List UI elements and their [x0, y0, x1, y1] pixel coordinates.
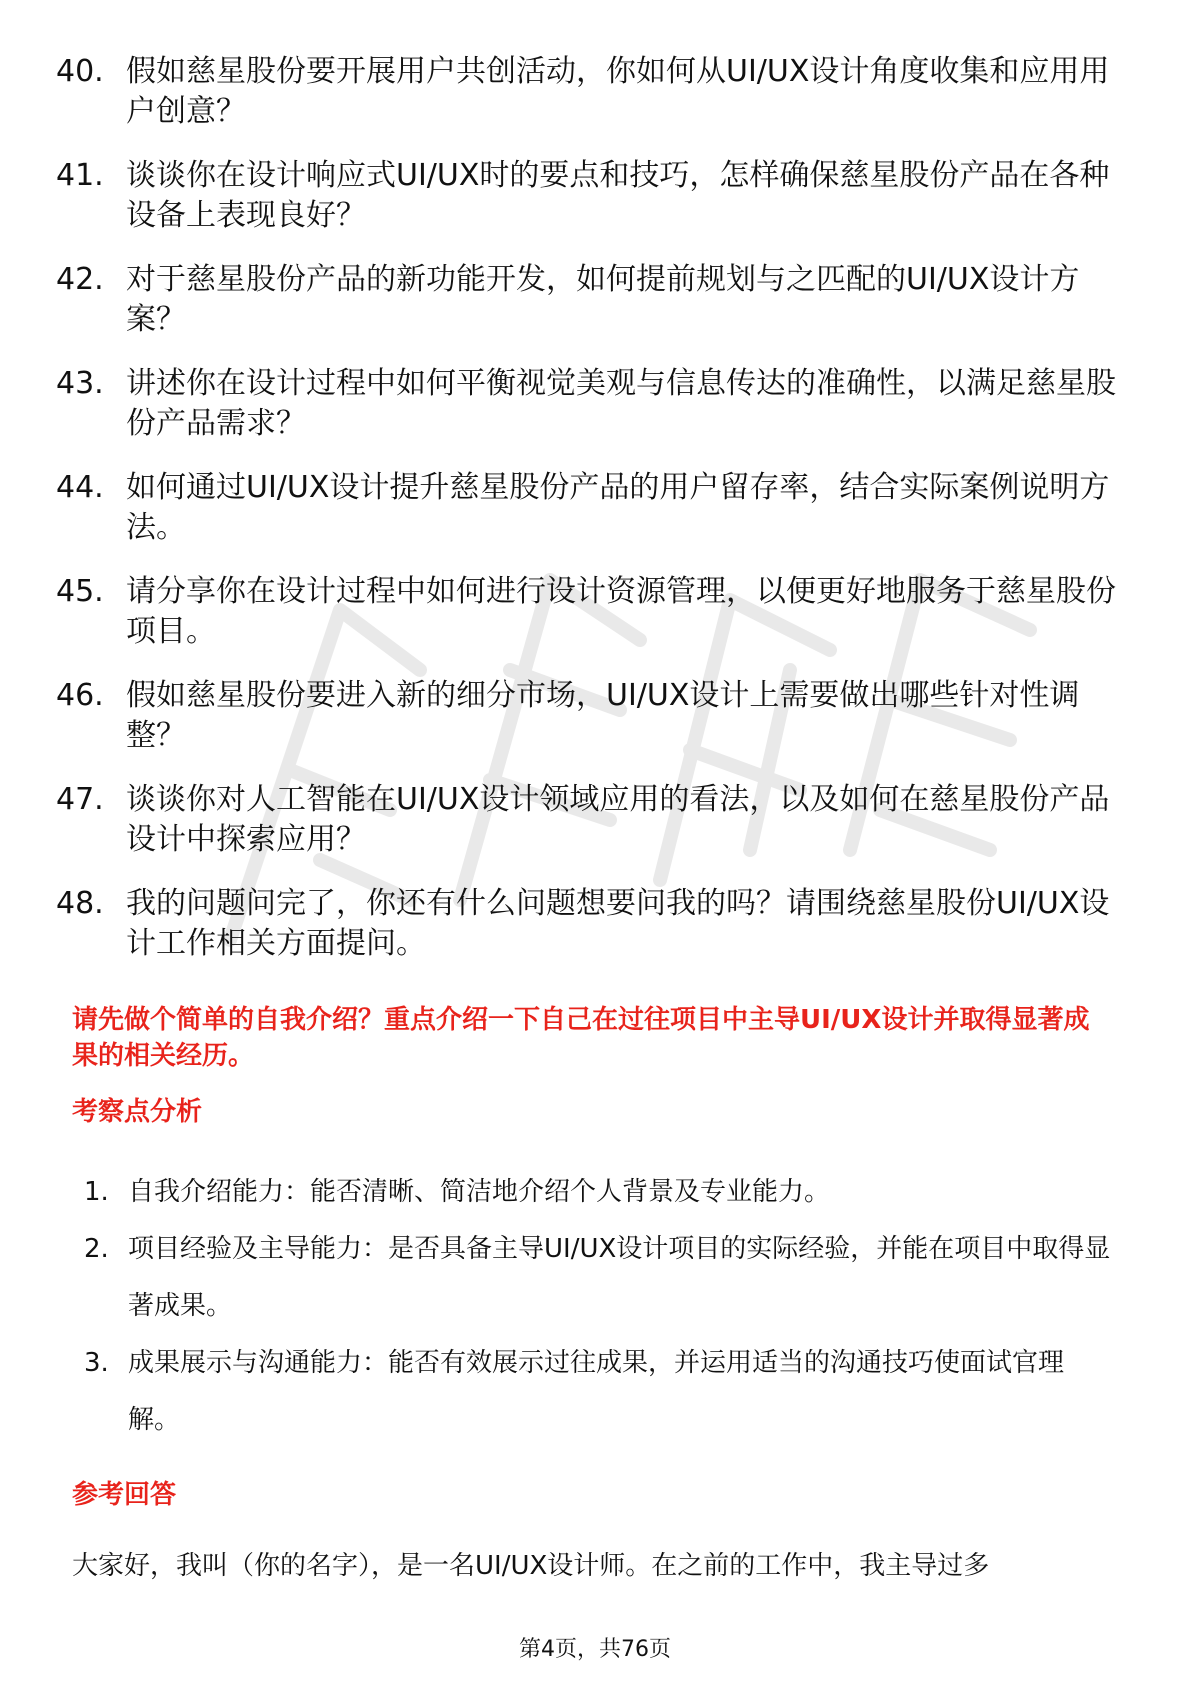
question-item	[56, 156, 1116, 236]
analysis-list	[84, 1164, 1114, 1449]
analysis-number: 2.	[84, 1234, 109, 1264]
answer-title: 参考回答	[72, 1480, 177, 1510]
question-item	[56, 364, 1116, 444]
question-number: 47.	[56, 782, 104, 817]
question-text: 谈谈你对人工智能在UI/UX设计领域应用的看法，以及如何在慈星股份产品设计中探索应用？	[126, 782, 1110, 857]
question-item	[56, 260, 1116, 340]
question-number: 43.	[56, 366, 104, 401]
analysis-text: 成果展示与沟通能力：能否有效展示过往成果，并运用适当的沟通技巧使面试官理解。	[128, 1348, 1065, 1435]
question-text: 谈谈你在设计响应式UI/UX时的要点和技巧，怎样确保慈星股份产品在各种设备上表现良好？	[126, 158, 1110, 233]
analysis-text: 项目经验及主导能力：是否具备主导UI/UX设计项目的实际经验，并能在项目中取得显著成果。	[128, 1234, 1111, 1321]
question-item	[56, 52, 1116, 132]
page-footer: 第4页，共76页	[519, 1637, 671, 1662]
question-list	[56, 52, 1116, 988]
question-item	[56, 676, 1116, 756]
answer-text: 大家好，我叫（你的名字），是一名UI/UX设计师。在之前的工作中，我主导过多	[72, 1551, 990, 1581]
question-number: 48.	[56, 886, 104, 921]
analysis-number: 1.	[84, 1177, 109, 1207]
question-number: 46.	[56, 678, 104, 713]
analysis-item	[84, 1335, 1114, 1449]
analysis-title: 考察点分析	[72, 1097, 203, 1127]
question-text: 如何通过UI/UX设计提升慈星股份产品的用户留存率，结合实际案例说明方法。	[126, 470, 1110, 545]
analysis-item	[84, 1221, 1114, 1335]
question-number: 40.	[56, 54, 104, 89]
question-item	[56, 572, 1116, 652]
question-text: 请分享你在设计过程中如何进行设计资源管理，以便更好地服务于慈星股份项目。	[126, 574, 1116, 649]
analysis-text: 自我介绍能力：能否清晰、简洁地介绍个人背景及专业能力。	[128, 1177, 831, 1207]
highlight-question: 请先做个简单的自我介绍？重点介绍一下自己在过往项目中主导UI/UX设计并取得显著成果的相关经历。	[72, 1005, 1090, 1071]
question-text: 假如慈星股份要开展用户共创活动，你如何从UI/UX设计角度收集和应用用户创意？	[126, 54, 1110, 129]
question-item	[56, 780, 1116, 860]
question-text: 讲述你在设计过程中如何平衡视觉美观与信息传达的准确性，以满足慈星股份产品需求？	[126, 366, 1116, 441]
analysis-number: 3.	[84, 1348, 109, 1378]
question-text: 假如慈星股份要进入新的细分市场，UI/UX设计上需要做出哪些针对性调整？	[126, 678, 1080, 753]
question-number: 44.	[56, 470, 104, 505]
question-number: 42.	[56, 262, 104, 297]
question-number: 41.	[56, 158, 104, 193]
question-text: 我的问题问完了，你还有什么问题想要问我的吗？请围绕慈星股份UI/UX设计工作相关方面提问。	[126, 886, 1110, 961]
analysis-item	[84, 1164, 1114, 1221]
question-number: 45.	[56, 574, 104, 609]
question-item	[56, 468, 1116, 548]
question-item	[56, 884, 1116, 964]
question-text: 对于慈星股份产品的新功能开发，如何提前规划与之匹配的UI/UX设计方案？	[126, 262, 1080, 337]
